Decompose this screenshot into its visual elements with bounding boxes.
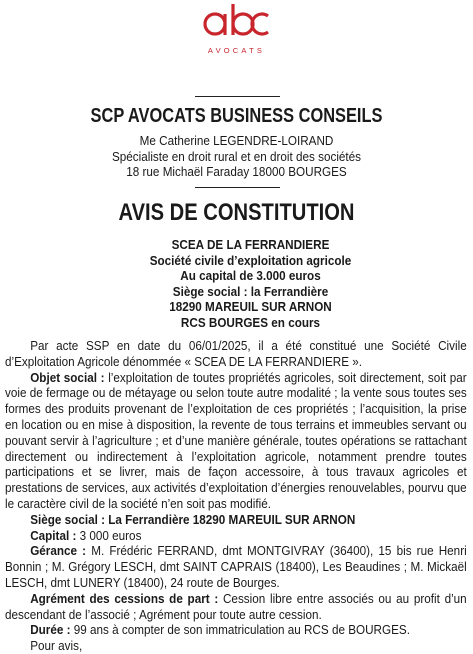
divider-middle: [195, 187, 280, 188]
capital-text: 3 000 euros: [76, 527, 142, 543]
company-rcs: RCS BOURGES en cours: [180, 314, 321, 330]
firm-logo: [0, 2, 473, 62]
company-form: Société civile d’exploitation agricole: [149, 252, 352, 268]
company-name: SCEA DE LA FERRANDIERE: [171, 237, 330, 252]
company-seat: Siège social : la Ferrandière: [172, 283, 329, 299]
firm-details: [24, 133, 450, 180]
capital-label: Capital :: [30, 527, 77, 543]
company-city: 18290 MAREUIL SUR ARNON: [169, 299, 332, 314]
gerance-label: Gérance :: [30, 543, 87, 559]
firm-address: 18 rue Michaël Faraday 18000 BOURGES: [126, 164, 347, 179]
duree-text: 99 ans à compter de son immatriculation au RCS de BOURGES.: [70, 622, 410, 638]
lawyer-name: Me Catherine LEGENDRE-LOIRAND: [139, 133, 334, 148]
intro-paragraph: Par acte SSP en date du 06/01/2025, il a été constitué une Société Civile d’Exploitation Agricole dénommée « SCEA DE LA FERRANDIERE ».: [5, 338, 467, 369]
lawyer-specialty: Spécialiste en droit rural et en droit des sociétés: [111, 148, 362, 164]
logo-subtitle: AVOCATS: [207, 46, 266, 55]
agrement-paragraph: [5, 591, 467, 623]
abc-logo-mark: [202, 2, 272, 46]
firm-name: SCP AVOCATS BUSINESS CONSEILS: [90, 105, 383, 127]
objet-paragraph: [5, 370, 467, 512]
agrement-text: Cession libre entre associés ou au profit d’un descendant de l’associé ; Agrément pour toute autre cession.: [5, 590, 467, 622]
gerance-text: M. Frédéric FERRAND, dmt MONTGIVRAY (36400), 15 bis rue Henri Bonnin ; M. Grégory LESCH, dmt SAINT CAPRAIS (18400), Les Beaudines ; M. Mickaël LESCH, dmt LUNERY (18400), 24 route de Bourges.: [5, 543, 467, 590]
company-capital: Au capital de 3.000 euros: [180, 268, 321, 283]
duree-label: Durée :: [30, 622, 71, 638]
duree-paragraph: [5, 622, 467, 638]
agrement-label: Agrément des cessions de part :: [30, 590, 219, 606]
objet-label: Objet social :: [30, 369, 105, 385]
gerance-paragraph: [5, 543, 467, 590]
capital-paragraph: [5, 528, 467, 544]
notice-body: [5, 338, 467, 654]
divider-top: [195, 96, 280, 97]
objet-text: l’exploitation de toutes propriétés agricoles, soit directement, soit par voie de fermage ou de métayage ou selon toute autre modalité ; la vente sous toutes ses formes des produits provenant de l’exploitation de ces propriétés ; l’acquisition, la prise en location ou en mise à disposition, la revente de tous terrains et immeubles servant ou pouvant servir à l’agriculture ; et d’une manière générale, toutes opérations se rattachant directement ou indirectement à l’exploitation agricole, notamment prendre toutes participations et se livrer, mais de façon accessoire, à tous travaux agricoles et prestations de services, aux activités d’exploitation d’énergies renouvelables, pourvu que le caractère civil de la société n’en soit pas modifié.: [5, 369, 467, 511]
closing-line: Pour avis,: [30, 638, 83, 654]
siege-paragraph: Siège social : La Ferrandière 18290 MAREUIL SUR ARNON: [30, 511, 356, 527]
company-block: [38, 237, 464, 330]
notice-title: AVIS DE CONSTITUTION: [118, 199, 355, 226]
